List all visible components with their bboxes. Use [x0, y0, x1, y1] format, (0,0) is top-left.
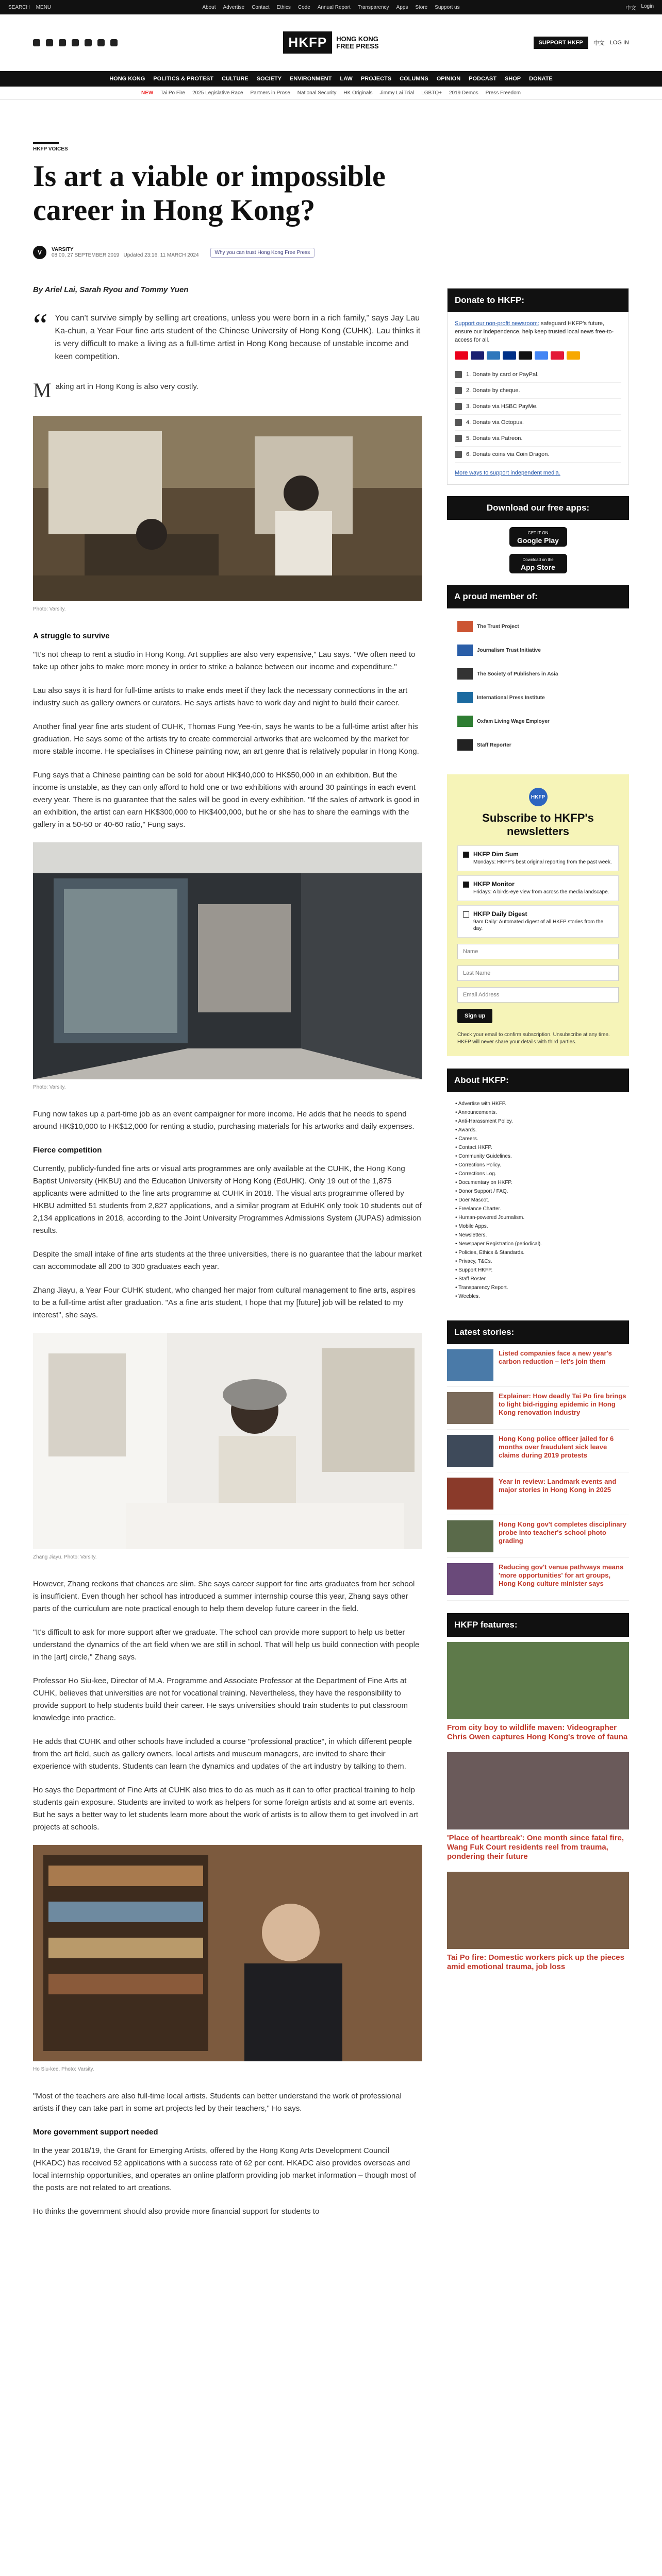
story-headline[interactable]: Reducing gov't venue pathways means 'more opportunities' for art groups, Hong Kong culture minister says — [499, 1563, 624, 1587]
newsletter-option[interactable] — [457, 875, 619, 901]
ticker-item[interactable]: National Security — [297, 90, 337, 96]
about-link[interactable]: • Awards. — [455, 1126, 621, 1134]
about-link[interactable]: • Newsletters. — [455, 1231, 621, 1240]
member-logo-name: Staff Reporter — [477, 742, 511, 748]
about-link[interactable]: • Human-powered Journalism. — [455, 1213, 621, 1222]
newsletter-option-name: HKFP Dim Sum — [473, 851, 519, 858]
lang-button[interactable]: 中文 — [593, 40, 605, 46]
donate-title: Donate to HKFP: — [448, 289, 628, 312]
nav-item[interactable]: CULTURE — [222, 76, 249, 82]
member-logo[interactable] — [457, 638, 619, 662]
donate-option-label: 4. Donate via Octopus. — [466, 419, 524, 426]
feature-thumbnail[interactable] — [447, 1642, 629, 1719]
about-link[interactable]: • Staff Roster. — [455, 1275, 621, 1283]
google-play-button[interactable]: GET IT ON Google Play — [509, 527, 567, 547]
email-field[interactable] — [457, 987, 619, 1003]
donate-option[interactable] — [455, 399, 621, 415]
ticker-item[interactable]: 2025 Legislative Race — [192, 90, 243, 96]
ticker-item[interactable]: Jimmy Lai Trial — [379, 90, 415, 96]
ticker-item[interactable]: LGBTQ+ — [421, 90, 442, 96]
feature-story[interactable] — [447, 1637, 629, 1747]
about-link[interactable]: • Freelance Charter. — [455, 1205, 621, 1213]
about-link[interactable]: • Support HKFP. — [455, 1266, 621, 1275]
story-headline[interactable]: Year in review: Landmark events and major stories in Hong Kong in 2025 — [499, 1478, 617, 1494]
story-headline[interactable]: Hong Kong police officer jailed for 6 months over fraudulent sick leave claims during 2019 protests — [499, 1435, 614, 1459]
ticker-item[interactable]: Tai Po Fire — [160, 90, 186, 96]
ticker-item[interactable]: Press Freedom — [485, 90, 521, 96]
latest-story[interactable] — [447, 1344, 629, 1387]
ticker-item[interactable]: 2019 Demos — [449, 90, 478, 96]
feature-story[interactable] — [447, 1867, 629, 1977]
newsletter-title: Subscribe to HKFP's newsletters — [482, 811, 594, 838]
donate-option[interactable] — [455, 367, 621, 383]
sidebar — [447, 269, 629, 2229]
latest-story[interactable] — [447, 1387, 629, 1430]
story-thumbnail[interactable] — [447, 1563, 493, 1595]
updated-date: Updated 23:16, 11 MARCH 2024 — [123, 252, 199, 258]
about-link[interactable]: • Corrections Log. — [455, 1170, 621, 1178]
menu-link[interactable]: MENU — [36, 4, 52, 10]
subheading-fierce: Fierce competition — [33, 1146, 102, 1155]
about-link[interactable]: • Transparency Report. — [455, 1283, 621, 1292]
photo-studio — [33, 416, 422, 601]
payment-method-icon — [455, 419, 462, 426]
payment-method-icon — [455, 451, 462, 458]
newsletter-option-desc: Fridays: A birds-eye view from across the media landscape. — [473, 889, 609, 895]
nav-item[interactable]: ENVIRONMENT — [290, 76, 332, 82]
amex-icon — [487, 351, 500, 360]
about-link[interactable]: • Announcements. — [455, 1108, 621, 1117]
quote-mark-icon: “ — [33, 307, 48, 343]
donate-option-label: 2. Donate by cheque. — [466, 387, 520, 394]
lang-link[interactable]: 中文 — [625, 5, 636, 11]
nav-item[interactable]: DONATE — [529, 76, 553, 82]
login-link[interactable]: Login — [641, 3, 654, 9]
feature-headline[interactable]: Tai Po fire: Domestic workers pick up the pieces amid emotional trauma, job loss — [447, 1953, 624, 1971]
topic-ticker — [0, 87, 662, 100]
applepay-icon — [519, 351, 532, 360]
newsletter-option-name: HKFP Daily Digest — [473, 910, 527, 918]
member-logo[interactable] — [457, 709, 619, 733]
about-link[interactable]: • Anti-Harassment Policy. — [455, 1117, 621, 1126]
new-badge: NEW — [141, 90, 154, 96]
photo-caption: Ho Siu-kee. Photo: Varsity. — [33, 2066, 94, 2072]
features-box: HKFP features: From city boy to wildlife maven: Videographer Chris Owen captures Hong Kong's trove of fauna 'Place of heartbreak': One month since fatal fire, Wang Fuk Court residents reel from trauma, pondering their future Tai Po fire: Domestic workers pick up the pieces amid emotional trauma, job loss — [447, 1613, 629, 1977]
about-link[interactable]: • Privacy, T&Cs. — [455, 1257, 621, 1266]
photo-caption: Photo: Varsity. — [33, 1084, 66, 1090]
about-link[interactable]: • Newspaper Registration (periodical). — [455, 1240, 621, 1248]
newsletter-option-desc: Mondays: HKFP's best original reporting from the past week. — [473, 859, 612, 865]
feature-headline[interactable]: From city boy to wildlife maven: Videographer Chris Owen captures Hong Kong's trove of fauna — [447, 1723, 628, 1741]
member-logo-icon — [457, 621, 473, 632]
member-logo[interactable] — [457, 615, 619, 638]
apps-box: Download our free apps: GET IT ON Google Play Download on the App Store — [447, 496, 629, 573]
visa-icon — [471, 351, 484, 360]
member-logo-name: Journalism Trust Initiative — [477, 647, 541, 653]
about-link[interactable]: • Community Guidelines. — [455, 1152, 621, 1161]
unionpay-icon — [551, 351, 564, 360]
member-logo-name: Oxfam Living Wage Employer — [477, 718, 550, 724]
latest-story[interactable] — [447, 1472, 629, 1515]
feature-thumbnail[interactable] — [447, 1752, 629, 1829]
ticker-item[interactable]: Partners in Prose — [250, 90, 290, 96]
about-link[interactable]: • Mobile Apps. — [455, 1222, 621, 1231]
feature-headline[interactable]: 'Place of heartbreak': One month since fatal fire, Wang Fuk Court residents reel from trauma, pondering their future — [447, 1834, 624, 1861]
latest-box: Latest stories: Listed companies face a new year's carbon reduction – let's join them Explainer: How deadly Tai Po fire brings to light bid-rigging epidemic in Hong Kong renovation industry Hong Kong police officer jailed for 6 months over fraudulent sick leave claims during 2019 protests Year in review: Landmark events and major stories in Hong Kong in 2025 Hong Kong gov't completes disciplinary probe into teacher's school photo grading Reducing gov't venue pathways means 'more opportunities' for art groups, Hong Kong culture minister says — [447, 1320, 629, 1601]
social-icons — [33, 39, 280, 46]
checkbox[interactable] — [463, 882, 469, 888]
donate-option[interactable] — [455, 431, 621, 447]
story-thumbnail[interactable] — [447, 1478, 493, 1510]
about-link[interactable]: • Advertise with HKFP. — [455, 1099, 621, 1108]
nav-item[interactable]: SOCIETY — [256, 76, 282, 82]
threads-icon[interactable] — [72, 39, 79, 46]
latest-story[interactable] — [447, 1515, 629, 1558]
member-logo[interactable] — [457, 686, 619, 709]
photo-gallery — [33, 842, 422, 1079]
article-title: Is art a viable or impossible career in Hong Kong? — [33, 159, 386, 227]
topbar-link[interactable]: Annual Report — [317, 4, 351, 10]
trust-button[interactable]: Why you can trust Hong Kong Free Press — [210, 248, 315, 258]
payment-method-icon — [455, 403, 462, 410]
story-thumbnail[interactable] — [447, 1520, 493, 1552]
story-thumbnail[interactable] — [447, 1349, 493, 1381]
login-button[interactable]: LOG IN — [609, 39, 629, 46]
ticker-item[interactable]: HK Originals — [343, 90, 373, 96]
top-utility-bar — [0, 0, 662, 14]
topbar-link[interactable]: About — [202, 4, 216, 10]
nav-item[interactable]: LAW — [340, 76, 353, 82]
latest-story[interactable] — [447, 1558, 629, 1601]
photo-ho-siu-kee — [33, 1845, 422, 2061]
support-button[interactable]: SUPPORT HKFP — [534, 37, 588, 49]
jcb-icon — [567, 351, 580, 360]
donate-option[interactable] — [455, 383, 621, 399]
main-nav — [0, 71, 662, 87]
latest-story[interactable] — [447, 1430, 629, 1472]
photo-caption: Zhang Jiayu. Photo: Varsity. — [33, 1554, 97, 1560]
newsletter-option-name: HKFP Monitor — [473, 880, 515, 888]
donate-option[interactable] — [455, 415, 621, 431]
checkbox[interactable] — [463, 911, 469, 918]
more-ways-link[interactable]: More ways to support independent media. — [455, 470, 560, 476]
last-name-field[interactable] — [457, 965, 619, 981]
about-link[interactable]: • Policies, Ethics & Standards. — [455, 1248, 621, 1257]
instagram-icon[interactable] — [59, 39, 66, 46]
newsletter-option[interactable] — [457, 845, 619, 871]
section-tag[interactable]: HKFP VOICES — [33, 142, 59, 152]
about-link[interactable]: • Doer Mascot. — [455, 1196, 621, 1205]
topbar-link[interactable]: Transparency — [357, 4, 389, 10]
member-logo-name: The Society of Publishers in Asia — [477, 671, 558, 677]
about-link[interactable]: • Contact HKFP. — [455, 1143, 621, 1152]
about-link[interactable]: • Donor Support / FAQ. — [455, 1187, 621, 1196]
about-link[interactable]: • Careers. — [455, 1134, 621, 1143]
topbar-link[interactable]: Support us — [435, 4, 460, 10]
checkbox[interactable] — [463, 852, 469, 858]
support-link[interactable]: Support our non-profit newsroom: — [455, 320, 539, 327]
member-logo[interactable] — [457, 662, 619, 686]
article-meta — [33, 246, 629, 259]
topbar-link[interactable]: Ethics — [276, 4, 291, 10]
newsletter-note: Check your email to confirm subscription. Unsubscribe at any time. HKFP will never share your details with third parties. — [457, 1032, 610, 1045]
photo-zhang-jiayu — [33, 1333, 422, 1549]
mail-icon[interactable] — [97, 39, 105, 46]
newsletter-box — [447, 774, 629, 1056]
story-headline[interactable]: Explainer: How deadly Tai Po fire brings to light bid-rigging epidemic in Hong Kong renovation industry — [499, 1392, 626, 1416]
story-headline[interactable]: Listed companies face a new year's carbon reduction – let's join them — [499, 1349, 612, 1365]
photo-caption: Photo: Varsity. — [33, 606, 66, 612]
publish-date: 08:00, 27 SEPTEMBER 2019 — [52, 252, 120, 258]
lead-quote: “ You can't survive simply by selling art creations, unless you were born in a rich family," says Jay Lau Ka-chun, a Year Four fine arts student of the Chinese University of Hong Kong (CUHK). Lau thinks it is very difficult to make a living as a full-time artist in Hong Kong because of unstable income and keen competition. — [33, 312, 422, 363]
subheading-gov: More government support needed — [33, 2128, 158, 2137]
subheading-survive: A struggle to survive — [33, 632, 110, 640]
nav-item[interactable]: COLUMNS — [400, 76, 428, 82]
site-header — [0, 14, 662, 71]
member-logo[interactable] — [457, 733, 619, 757]
nav-item[interactable]: HONG KONG — [109, 76, 145, 82]
story-headline[interactable]: Hong Kong gov't completes disciplinary probe into teacher's school photo grading — [499, 1520, 626, 1545]
about-link[interactable]: • Documentary on HKFP. — [455, 1178, 621, 1187]
story-thumbnail[interactable] — [447, 1392, 493, 1424]
youtube-icon[interactable] — [85, 39, 92, 46]
nav-item[interactable]: SHOP — [504, 76, 521, 82]
article-body: By Ariel Lai, Sarah Ryou and Tommy Yuen “ You can't survive simply by selling art creations, unless you were born in a rich family," says Jay Lau Ka-chun, a Year Four fine arts student of the Chinese University of Hong Kong (CUHK). Lau thinks it is very difficult to make a living as a full-time artist in Hong Kong because of unstable income and keen competition. Making art in Hong Kong is also very costly. Photo: Varsity. A struggle to survive "It's not cheap to rent a studio in Hong Kong. Art supplies are also very expensive," Lau says. "We often need to take up other jobs to make more money in order to strike a balance between our income and expenditure." Lau also says it is hard for full-time artists to make ends meet if they lack the necessary connections in the art industry such as gallery owners or curators. He says artists have to work day and night to build their career. Another final year fine arts student of CUHK, Thomas Fung Yee-tin, says he wants to be a full-time artist after his graduation. He says some of the artists try to create commercial artworks that are welcomed by the market for more stable income. He specialises in Chinese painting now, an art genre that is relatively popular in Hong Kong. Fung says that a Chinese painting can be sold for about HK$40,000 to HK$50,000 in an exhibition. But the income is unstable, as they can only afford to hold one or two exhibitions with around 30 paintings in each event every year. There is no guarantee that the sales will be good in every exhibition. "If the sales of artwork is good in an exhibition, the artist can earn HK$300,000 to HK$400,000, but he or she has to share the earnings with the gallery in a 50-50 or 40-60 ratio," Fung says. Photo: Varsity. Fung now takes up a part-time job as an event campaigner for more income. He adds that he needs to spend around HK$10,000 to HK$12,000 for renting a studio, purchasing materials for his artworks and daily expenses. Fierce competition Currently, publicly-funded fine arts or visual arts programmes are only available at the CUHK, the Hong Kong Baptist University (HKBU) and the Education University of Hong Kong (EdUHK). Only 19 out of the 1,875 applicants were admitted to the fine arts programme at CUHK in 2018. The visual arts programme offered by HKBU admitted 51 students from 2,827 applications, and a similar program at EduHK only took 10 students out of 2,134 applications in 2018, according to the Joint University Programmes Admissions System (JUPAS) admission results. Despite the small intake of fine arts students at the three universities, there is no guarantee that the labour market can accommodate all 200 to 300 graduates each year. Zhang Jiayu, a Year Four CUHK student, who changed her major from cultural management to fine arts, aspires to be a full-time artist after graduation. "As a fine arts student, I hope that my [future] job will be related to my interest", she says. Zhang Jiayu. Photo: Varsity. However, Zhang reckons that chances are slim. She says career support for fine arts graduates from her school is insufficient. Even though her school has introduced a summer internship course this year, Zhang says other parts of the curriculum are note practical enough to help them develop future career in the field. "It's difficult to ask for more support after we graduate. The school can provide more support to help us better understand the dynamics of the art field when we are still in school. That will help us build connection with people in the [art] circle," Zhang says. Professor Ho Siu-kee, Director of M.A. Programme and Associate Professor at the Department of Fine Arts at CUHK, believes that universities are not for vocational training. Nevertheless, they have the responsibility to provide support to help students build their career. He says universities should train students to put classroom knowledge into practice. He adds that CUHK and other schools have included a course "professional practice", in which different people from the art field, such as gallery owners, local artists and museum managers, are invited to share their experience with students. Students can learn the dynamics and updates of the art industry by talking to them. Ho says the Department of Fine Arts at CUHK also tries to do as much as it can to offer practical training to help students gain exposure. Students are invited to work as helpers for some foreign artists and at some art events. But he says a better way to let students learn more about the work of artists is to allow them to get involved in art projects at schools. Ho Siu-kee. Photo: Varsity. "Most of the teachers are also full-time local artists. Students can better understand the work of professional artists if they can take part in some art projects led by their teachers," Ho says. More government support needed In the year 2018/19, the Grant for Emerging Artists, offered by the Hong Kong Arts Development Council (HKADC) has received 52 applications with a success rate of 62 per cent. HKADC also provides overseas and local internship opportunities, and operates an online platform providing job market information – though most of the posts are not related to art creations. Ho thinks the government should also provide more financial support for students to — [33, 269, 422, 2229]
feature-story[interactable] — [447, 1747, 629, 1867]
author-name[interactable]: VARSITY — [52, 247, 74, 252]
newsletter-option[interactable] — [457, 905, 619, 938]
payment-method-icon — [455, 371, 462, 378]
topbar-link[interactable]: Advertise — [223, 4, 245, 10]
hkfp-badge-icon: HKFP — [529, 788, 548, 806]
name-field[interactable] — [457, 944, 619, 959]
about-box: About HKFP: • Advertise with HKFP. • Announcements. • Anti-Harassment Policy. • Awards. • Careers. • Contact HKFP. • Community Guidelines. • Corrections Policy. • Corrections Log. • Documentary on HKFP. • Donor Support / FAQ. • Doer Mascot. • Freelance Charter. • Human-powered Journalism. • Mobile Apps. • Newsletters. • Newspaper Registration (periodical). • Policies, Ethics & Standards. • Privacy, T&Cs. • Support HKFP. • Staff Roster. • Transparency Report. • Weebles. — [447, 1069, 629, 1308]
nav-item[interactable]: OPINION — [436, 76, 461, 82]
about-link[interactable]: • Corrections Policy. — [455, 1161, 621, 1170]
donate-option-label: 6. Donate coins via Coin Dragon. — [466, 451, 550, 457]
donate-option[interactable] — [455, 447, 621, 463]
about-link[interactable]: • Weebles. — [455, 1292, 621, 1301]
topbar-link[interactable]: Store — [415, 4, 428, 10]
member-logo-icon — [457, 692, 473, 703]
drop-cap: M — [33, 379, 52, 402]
nav-item[interactable]: PROJECTS — [360, 76, 392, 82]
member-logo-icon — [457, 716, 473, 727]
member-logo-icon — [457, 668, 473, 680]
donate-option-label: 1. Donate by card or PayPal. — [466, 371, 539, 378]
author-avatar[interactable]: V — [33, 246, 46, 259]
mastercard-icon — [455, 351, 468, 360]
story-thumbnail[interactable] — [447, 1435, 493, 1467]
nav-item[interactable]: POLITICS & PROTEST — [153, 76, 214, 82]
feature-thumbnail[interactable] — [447, 1872, 629, 1949]
facebook-icon[interactable] — [33, 39, 40, 46]
app-store-button[interactable]: Download on the App Store — [509, 554, 567, 573]
byline: By Ariel Lai, Sarah Ryou and Tommy Yuen — [33, 285, 189, 294]
member-logo-icon — [457, 739, 473, 751]
topbar-link[interactable]: Code — [297, 4, 310, 10]
member-box: A proud member of: The Trust Project Journalism Trust Initiative The Society of Publishers in Asia International Press Institute Oxfam Living Wage Employer Staff Reporter — [447, 585, 629, 763]
donate-option-label: 3. Donate via HSBC PayMe. — [466, 403, 538, 410]
topbar-link[interactable]: Contact — [252, 4, 270, 10]
signup-button[interactable]: Sign up — [457, 1009, 492, 1023]
site-logo[interactable]: HKFP HONG KONG FREE PRESS — [280, 31, 382, 54]
googlepay-icon — [535, 351, 548, 360]
donate-box: Donate to HKFP: Support our non-profit newsroom: safeguard HKFP's future, ensure our independence, help keep trusted local news free-to-access for all. 1. Donate by card or PayPal. 2. Donate by cheque. 3. Donate via HSBC PayMe. 4. Donate via Octopus. 5. Donate via Patreon. 6. Donate coins via Coin Dragon. More ways to support independent media. — [447, 288, 629, 485]
payment-icons — [455, 351, 621, 360]
member-logo-name: International Press Institute — [477, 694, 545, 701]
payment-method-icon — [455, 435, 462, 442]
rss-icon[interactable] — [110, 39, 118, 46]
newsletter-option-desc: 9am Daily: Automated digest of all HKFP stories from the day. — [473, 919, 604, 931]
member-logo-name: The Trust Project — [477, 623, 519, 630]
search-link[interactable]: SEARCH — [8, 4, 30, 10]
nav-item[interactable]: PODCAST — [469, 76, 496, 82]
paypal-icon — [503, 351, 516, 360]
payment-method-icon — [455, 387, 462, 394]
x-icon[interactable] — [46, 39, 53, 46]
topbar-link[interactable]: Apps — [396, 4, 408, 10]
donate-option-label: 5. Donate via Patreon. — [466, 435, 523, 442]
member-logo-icon — [457, 645, 473, 656]
